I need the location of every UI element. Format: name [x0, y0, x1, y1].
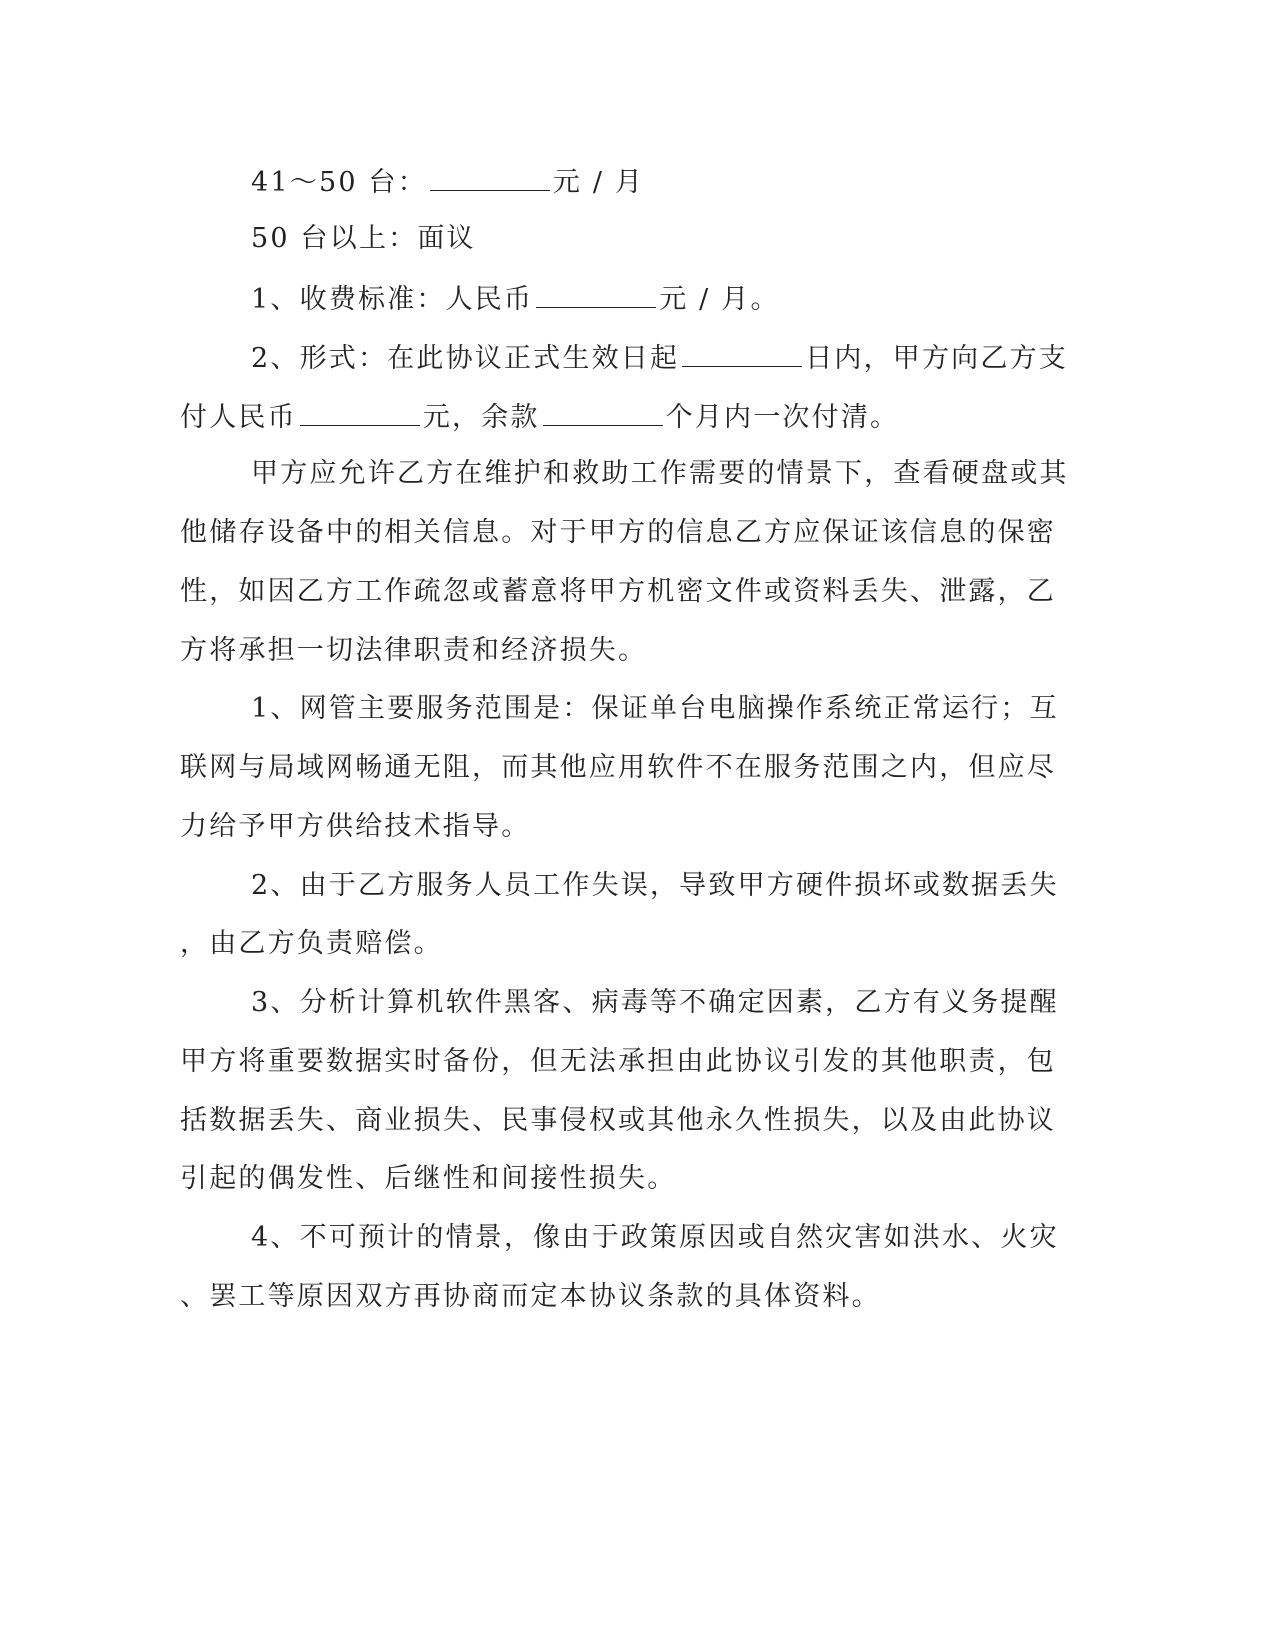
- payment-form-line-1: [251, 339, 1068, 377]
- blank-field[interactable]: [536, 280, 656, 308]
- paragraph-line: 3、分析计算机软件黑客、病毒等不确定因素，乙方有义务提醒: [251, 987, 1059, 1018]
- payment-balance-label: 元，余款: [422, 402, 540, 433]
- paragraph-line: 引起的偶发性、后继性和间接性损失。: [180, 1163, 677, 1194]
- fee-standard-label: 1、收费标准：人民币: [251, 284, 534, 315]
- paragraph-line: 括数据丢失、商业损失、民事侵权或其他永久性损失，以及由此协议: [180, 1105, 1056, 1136]
- paragraph-line: 联网与局域网畅通无阻，而其他应用软件不在服务范围之内，但应尽: [180, 752, 1056, 783]
- price-tier-over-50-text: 50 台以上：面议: [251, 223, 476, 254]
- blank-field[interactable]: [682, 339, 802, 367]
- payment-form-label: 2、形式：在此协议正式生效日起: [251, 343, 680, 374]
- blank-field[interactable]: [430, 163, 550, 191]
- paragraph-line: 甲方将重要数据实时备份，但无法承担由此协议引发的其他职责，包: [180, 1046, 1056, 1077]
- paragraph-line: 1、网管主要服务范围是：保证单台电脑操作系统正常运行；互: [251, 693, 1059, 724]
- paragraph-line: 力给予甲方供给技术指导。: [180, 811, 531, 842]
- price-tier-41-50-unit: 元 / 月: [552, 167, 645, 198]
- payment-form-text: 日内，甲方向乙方支: [805, 343, 1068, 374]
- payment-amount-label: 付人民币: [180, 402, 297, 433]
- paragraph-line: ，由乙方负责赔偿。: [180, 928, 443, 959]
- paragraph-line: 2、由于乙方服务人员工作失误，导致甲方硬件损坏或数据丢失: [251, 870, 1059, 901]
- paragraph-line: 方将承担一切法律职责和经济损失。: [180, 635, 648, 666]
- fee-standard-unit: 元 / 月。: [659, 284, 780, 315]
- paragraph-line: 、罢工等原因双方再协商而定本协议条款的具体资料。: [180, 1281, 881, 1312]
- fee-standard: [251, 280, 780, 318]
- payment-balance-text: 个月内一次付清。: [665, 402, 900, 433]
- price-tier-over-50: [251, 221, 476, 257]
- paragraph-line: 甲方应允许乙方在维护和救助工作需要的情景下，查看硬盘或其: [251, 458, 1069, 489]
- paragraph-line: 他储存设备中的相关信息。对于甲方的信息乙方应保证该信息的保密: [180, 517, 1056, 548]
- blank-field[interactable]: [543, 398, 663, 426]
- paragraph-line: 性，如因乙方工作疏忽或蓄意将甲方机密文件或资料丢失、泄露，乙: [180, 576, 1056, 607]
- price-tier-41-50: [251, 163, 644, 201]
- price-tier-41-50-label: 41～50 台：: [251, 167, 427, 198]
- paragraph-line: 4、不可预计的情景，像由于政策原因或自然灾害如洪水、火灾: [251, 1222, 1059, 1253]
- blank-field[interactable]: [300, 398, 420, 426]
- payment-form-line-2: [180, 398, 899, 436]
